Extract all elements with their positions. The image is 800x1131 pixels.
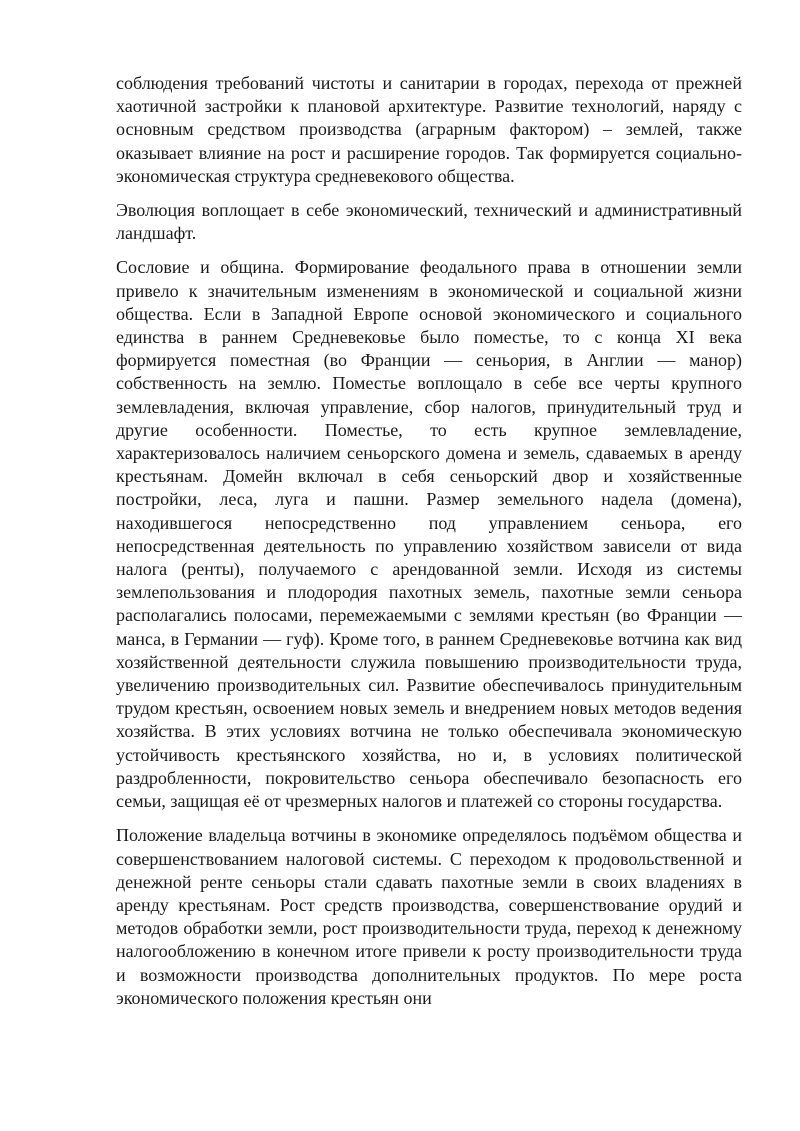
paragraph-1: соблюдения требований чистоты и санитарии в городах, перехода от прежней хаотичной застройки к плановой архитектуре. Развитие технологий, наряду с основным средством производства (аграрным фактором) – землей, также оказывает влияние на рост и расширение городов. Так формируется социально-экономическая структура средневекового общества. — [116, 73, 742, 186]
paragraph-3: Сословие и община. Формирование феодального права в отношении земли привело к значительным изменениям в экономической и социальной жизни общества. Если в Западной Европе основой экономического и социального единства в раннем Средневековье было поместье, то с конца XI века формируется поместная (во Франции — сеньория, в Англии — манор) собственность на землю. Поместье воплощало в себе все черты крупного землевладения, включая управление, сбор налогов, принудительный труд и другие особенности. Поместье, то есть крупное землевладение, характеризовалось наличием сеньорского домена и земель, сдаваемых в аренду крестьянам. Домейн включал в себя сеньорский двор и хозяйственные постройки, леса, луга и пашни. Размер земельного надела (домена), находившегося непосредственно под управлением сеньора, его непосредственная деятельность по управлению хозяйством зависели от вида налога (ренты), получаемого с арендованной земли. Исходя из системы землепользования и плодородия пахотных земель, пахотные земли сеньора располагались полосами, перемежаемыми с землями крестьян (во Франции — манса, в Германии — гуф). Кроме того, в раннем Средневековье вотчина как вид хозяйственной деятельности служила повышению производительности труда, увеличению производительных сил. Развитие обеспечивалось принудительным трудом крестьян, освоением новых земель и внедрением новых методов ведения хозяйства. В этих условиях вотчина не только обеспечивала экономическую устойчивость крестьянского хозяйства, но и, в условиях политической раздробленности, покровительство сеньора обеспечивало безопасность его семьи, защищая её от чрезмерных налогов и платежей со стороны государства. — [116, 257, 742, 812]
paragraph-4: Положение владельца вотчины в экономике определялось подъёмом общества и совершенствованием налоговой системы. С переходом к продовольственной и денежной ренте сеньоры стали сдавать пахотные земли в своих владениях в аренду крестьянам. Рост средств производства, совершенствование орудий и методов обработки земли, рост производительности труда, переход к денежному налогообложению в конечном итоге привели к росту производительности труда и возможности производства дополнительных продуктов. По мере роста экономического положения крестьян они — [116, 825, 742, 1008]
document-page — [116, 72, 742, 1021]
paragraph-2: Эволюция воплощает в себе экономический, технический и административный ландшафт. — [116, 200, 742, 244]
